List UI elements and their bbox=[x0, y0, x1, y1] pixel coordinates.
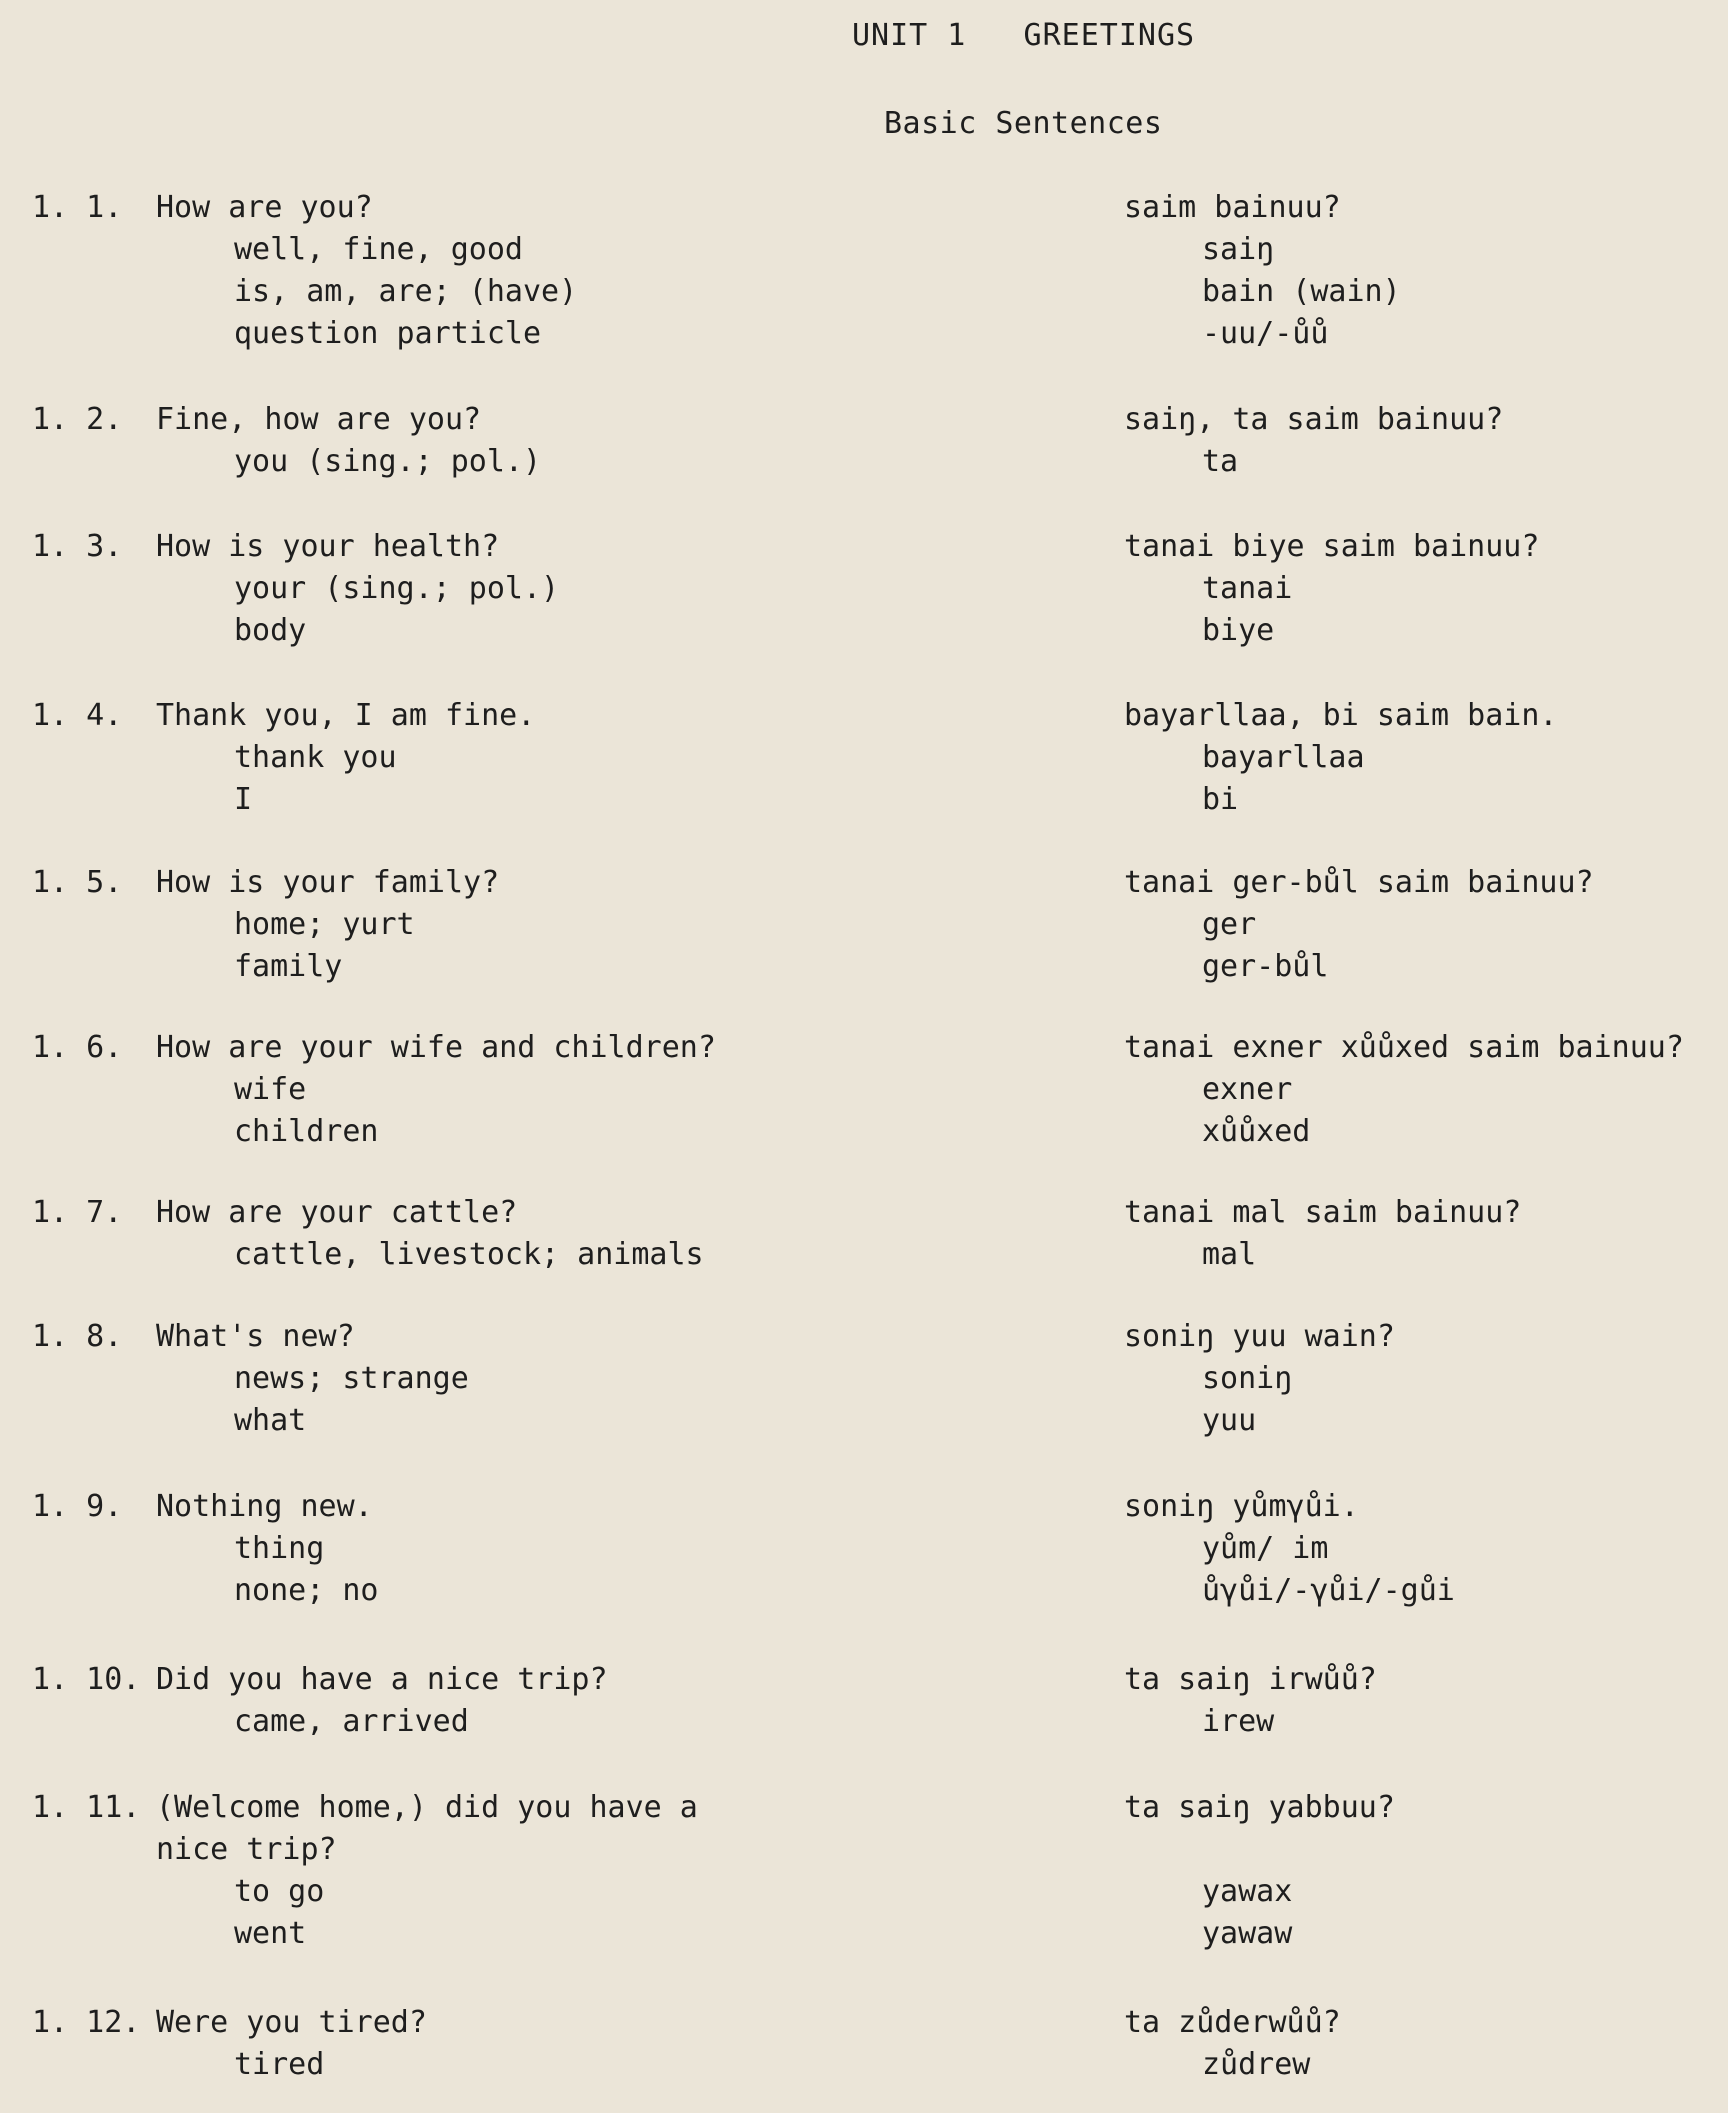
english-gloss: family bbox=[234, 949, 343, 984]
mongolian-column bbox=[1124, 1192, 1704, 1276]
english-sentence: Were you tired? bbox=[156, 2005, 427, 2040]
entry-number: 1. 1. bbox=[32, 190, 123, 225]
english-sentence: How is your family? bbox=[156, 865, 500, 900]
mongolian-column bbox=[1124, 1787, 1704, 1955]
entry-number: 1. 11. bbox=[32, 1790, 141, 1825]
english-sentence: (Welcome home,) did you have a bbox=[156, 1790, 698, 1825]
mongolian-gloss: bayarllaa bbox=[1202, 740, 1365, 775]
mongolian-sentence: tanai exner xůůxed saim bainuu? bbox=[1124, 1030, 1684, 1065]
english-sentence: How is your health? bbox=[156, 529, 500, 564]
entry-number: 1. 5. bbox=[32, 865, 123, 900]
mongolian-gloss: yům/ im bbox=[1202, 1531, 1329, 1566]
mongolian-gloss: yawax bbox=[1202, 1874, 1293, 1909]
entry-number: 1. 9. bbox=[32, 1489, 123, 1524]
mongolian-gloss: biye bbox=[1202, 613, 1275, 648]
mongolian-column bbox=[1124, 526, 1704, 652]
english-sentence: Did you have a nice trip? bbox=[156, 1662, 608, 1697]
mongolian-gloss: irew bbox=[1202, 1704, 1275, 1739]
mongolian-gloss: -uu/-ůů bbox=[1202, 316, 1329, 351]
mongolian-sentence: saiŋ, ta saim bainuu? bbox=[1124, 402, 1504, 437]
mongolian-gloss: yuu bbox=[1202, 1403, 1257, 1438]
mongolian-gloss: xůůxed bbox=[1202, 1114, 1311, 1149]
unit-title: UNIT 1 GREETINGS bbox=[852, 18, 1196, 53]
entry-number: 1. 3. bbox=[32, 529, 123, 564]
english-column bbox=[156, 695, 776, 821]
english-sentence: What's new? bbox=[156, 1319, 355, 1354]
english-gloss: wife bbox=[234, 1072, 307, 1107]
mongolian-column bbox=[1124, 1486, 1704, 1612]
entry-number: 1. 8. bbox=[32, 1319, 123, 1354]
mongolian-column bbox=[1124, 1027, 1704, 1153]
english-gloss: news; strange bbox=[234, 1361, 469, 1396]
english-gloss: well, fine, good bbox=[234, 232, 523, 267]
english-gloss: question particle bbox=[234, 316, 542, 351]
english-sentence: Fine, how are you? bbox=[156, 402, 482, 437]
mongolian-column bbox=[1124, 399, 1704, 483]
line-spacer bbox=[1124, 1829, 1704, 1871]
english-gloss: none; no bbox=[234, 1573, 379, 1608]
mongolian-gloss: saiŋ bbox=[1202, 232, 1275, 267]
mongolian-sentence: ta zůderwůů? bbox=[1124, 2005, 1341, 2040]
mongolian-gloss: tanai bbox=[1202, 571, 1293, 606]
english-column bbox=[156, 2002, 776, 2086]
english-sentence: Thank you, I am fine. bbox=[156, 698, 536, 733]
english-gloss: is, am, are; (have) bbox=[234, 274, 578, 309]
mongolian-gloss: soniŋ bbox=[1202, 1361, 1293, 1396]
english-gloss: body bbox=[234, 613, 307, 648]
mongolian-gloss: exner bbox=[1202, 1072, 1293, 1107]
entry-number: 1. 12. bbox=[32, 2005, 141, 2040]
english-column bbox=[156, 1659, 776, 1743]
section-title: Basic Sentences bbox=[884, 106, 1163, 141]
english-column bbox=[156, 399, 776, 483]
mongolian-gloss: bain (wain) bbox=[1202, 274, 1401, 309]
mongolian-sentence: tanai mal saim bainuu? bbox=[1124, 1195, 1522, 1230]
english-gloss: went bbox=[234, 1916, 307, 1951]
english-gloss: to go bbox=[234, 1874, 325, 1909]
mongolian-sentence: soniŋ yuu wain? bbox=[1124, 1319, 1395, 1354]
mongolian-column bbox=[1124, 187, 1704, 355]
mongolian-column bbox=[1124, 2002, 1704, 2086]
english-sentence: How are your wife and children? bbox=[156, 1030, 716, 1065]
mongolian-sentence: ta saiŋ irwůů? bbox=[1124, 1662, 1377, 1697]
mongolian-column bbox=[1124, 1316, 1704, 1442]
english-sentence: How are your cattle? bbox=[156, 1195, 518, 1230]
mongolian-gloss: bi bbox=[1202, 782, 1239, 817]
english-gloss: home; yurt bbox=[234, 907, 415, 942]
english-sentence: How are you? bbox=[156, 190, 373, 225]
mongolian-column bbox=[1124, 1659, 1704, 1743]
english-gloss: thank you bbox=[234, 740, 397, 775]
english-column bbox=[156, 1192, 776, 1276]
english-gloss: tired bbox=[234, 2047, 325, 2082]
mongolian-sentence: ta saiŋ yabbuu? bbox=[1124, 1790, 1395, 1825]
mongolian-gloss: mal bbox=[1202, 1237, 1257, 1272]
mongolian-gloss: zůdrew bbox=[1202, 2047, 1311, 2082]
english-gloss: thing bbox=[234, 1531, 325, 1566]
entry-number: 1. 10. bbox=[32, 1662, 141, 1697]
english-column bbox=[156, 187, 776, 355]
english-column bbox=[156, 1486, 776, 1612]
english-sentence: Nothing new. bbox=[156, 1489, 373, 1524]
mongolian-gloss: ta bbox=[1202, 444, 1239, 479]
english-gloss: you (sing.; pol.) bbox=[234, 444, 542, 479]
english-gloss: what bbox=[234, 1403, 307, 1438]
mongolian-gloss: ger-bůl bbox=[1202, 949, 1329, 984]
mongolian-sentence: saim bainuu? bbox=[1124, 190, 1341, 225]
entry-number: 1. 6. bbox=[32, 1030, 123, 1065]
english-column bbox=[156, 1316, 776, 1442]
english-gloss: came, arrived bbox=[234, 1704, 469, 1739]
english-column bbox=[156, 862, 776, 988]
mongolian-column bbox=[1124, 695, 1704, 821]
entry-number: 1. 7. bbox=[32, 1195, 123, 1230]
mongolian-sentence: bayarllaa, bi saim bain. bbox=[1124, 698, 1558, 733]
english-gloss: children bbox=[234, 1114, 379, 1149]
mongolian-gloss: yawaw bbox=[1202, 1916, 1293, 1951]
english-gloss: I bbox=[234, 782, 253, 817]
english-column bbox=[156, 526, 776, 652]
mongolian-sentence: tanai biye saim bainuu? bbox=[1124, 529, 1540, 564]
english-column bbox=[156, 1787, 776, 1955]
mongolian-column bbox=[1124, 862, 1704, 988]
mongolian-sentence: tanai ger-bůl saim bainuu? bbox=[1124, 865, 1594, 900]
entry-number: 1. 2. bbox=[32, 402, 123, 437]
mongolian-sentence: soniŋ yůmγůi. bbox=[1124, 1489, 1359, 1524]
english-sentence: nice trip? bbox=[156, 1832, 337, 1867]
entry-number: 1. 4. bbox=[32, 698, 123, 733]
english-column bbox=[156, 1027, 776, 1153]
english-gloss: your (sing.; pol.) bbox=[234, 571, 560, 606]
mongolian-gloss: ger bbox=[1202, 907, 1257, 942]
english-gloss: cattle, livestock; animals bbox=[234, 1237, 704, 1272]
mongolian-gloss: ůγůi/-γůi/-gůi bbox=[1202, 1573, 1455, 1608]
